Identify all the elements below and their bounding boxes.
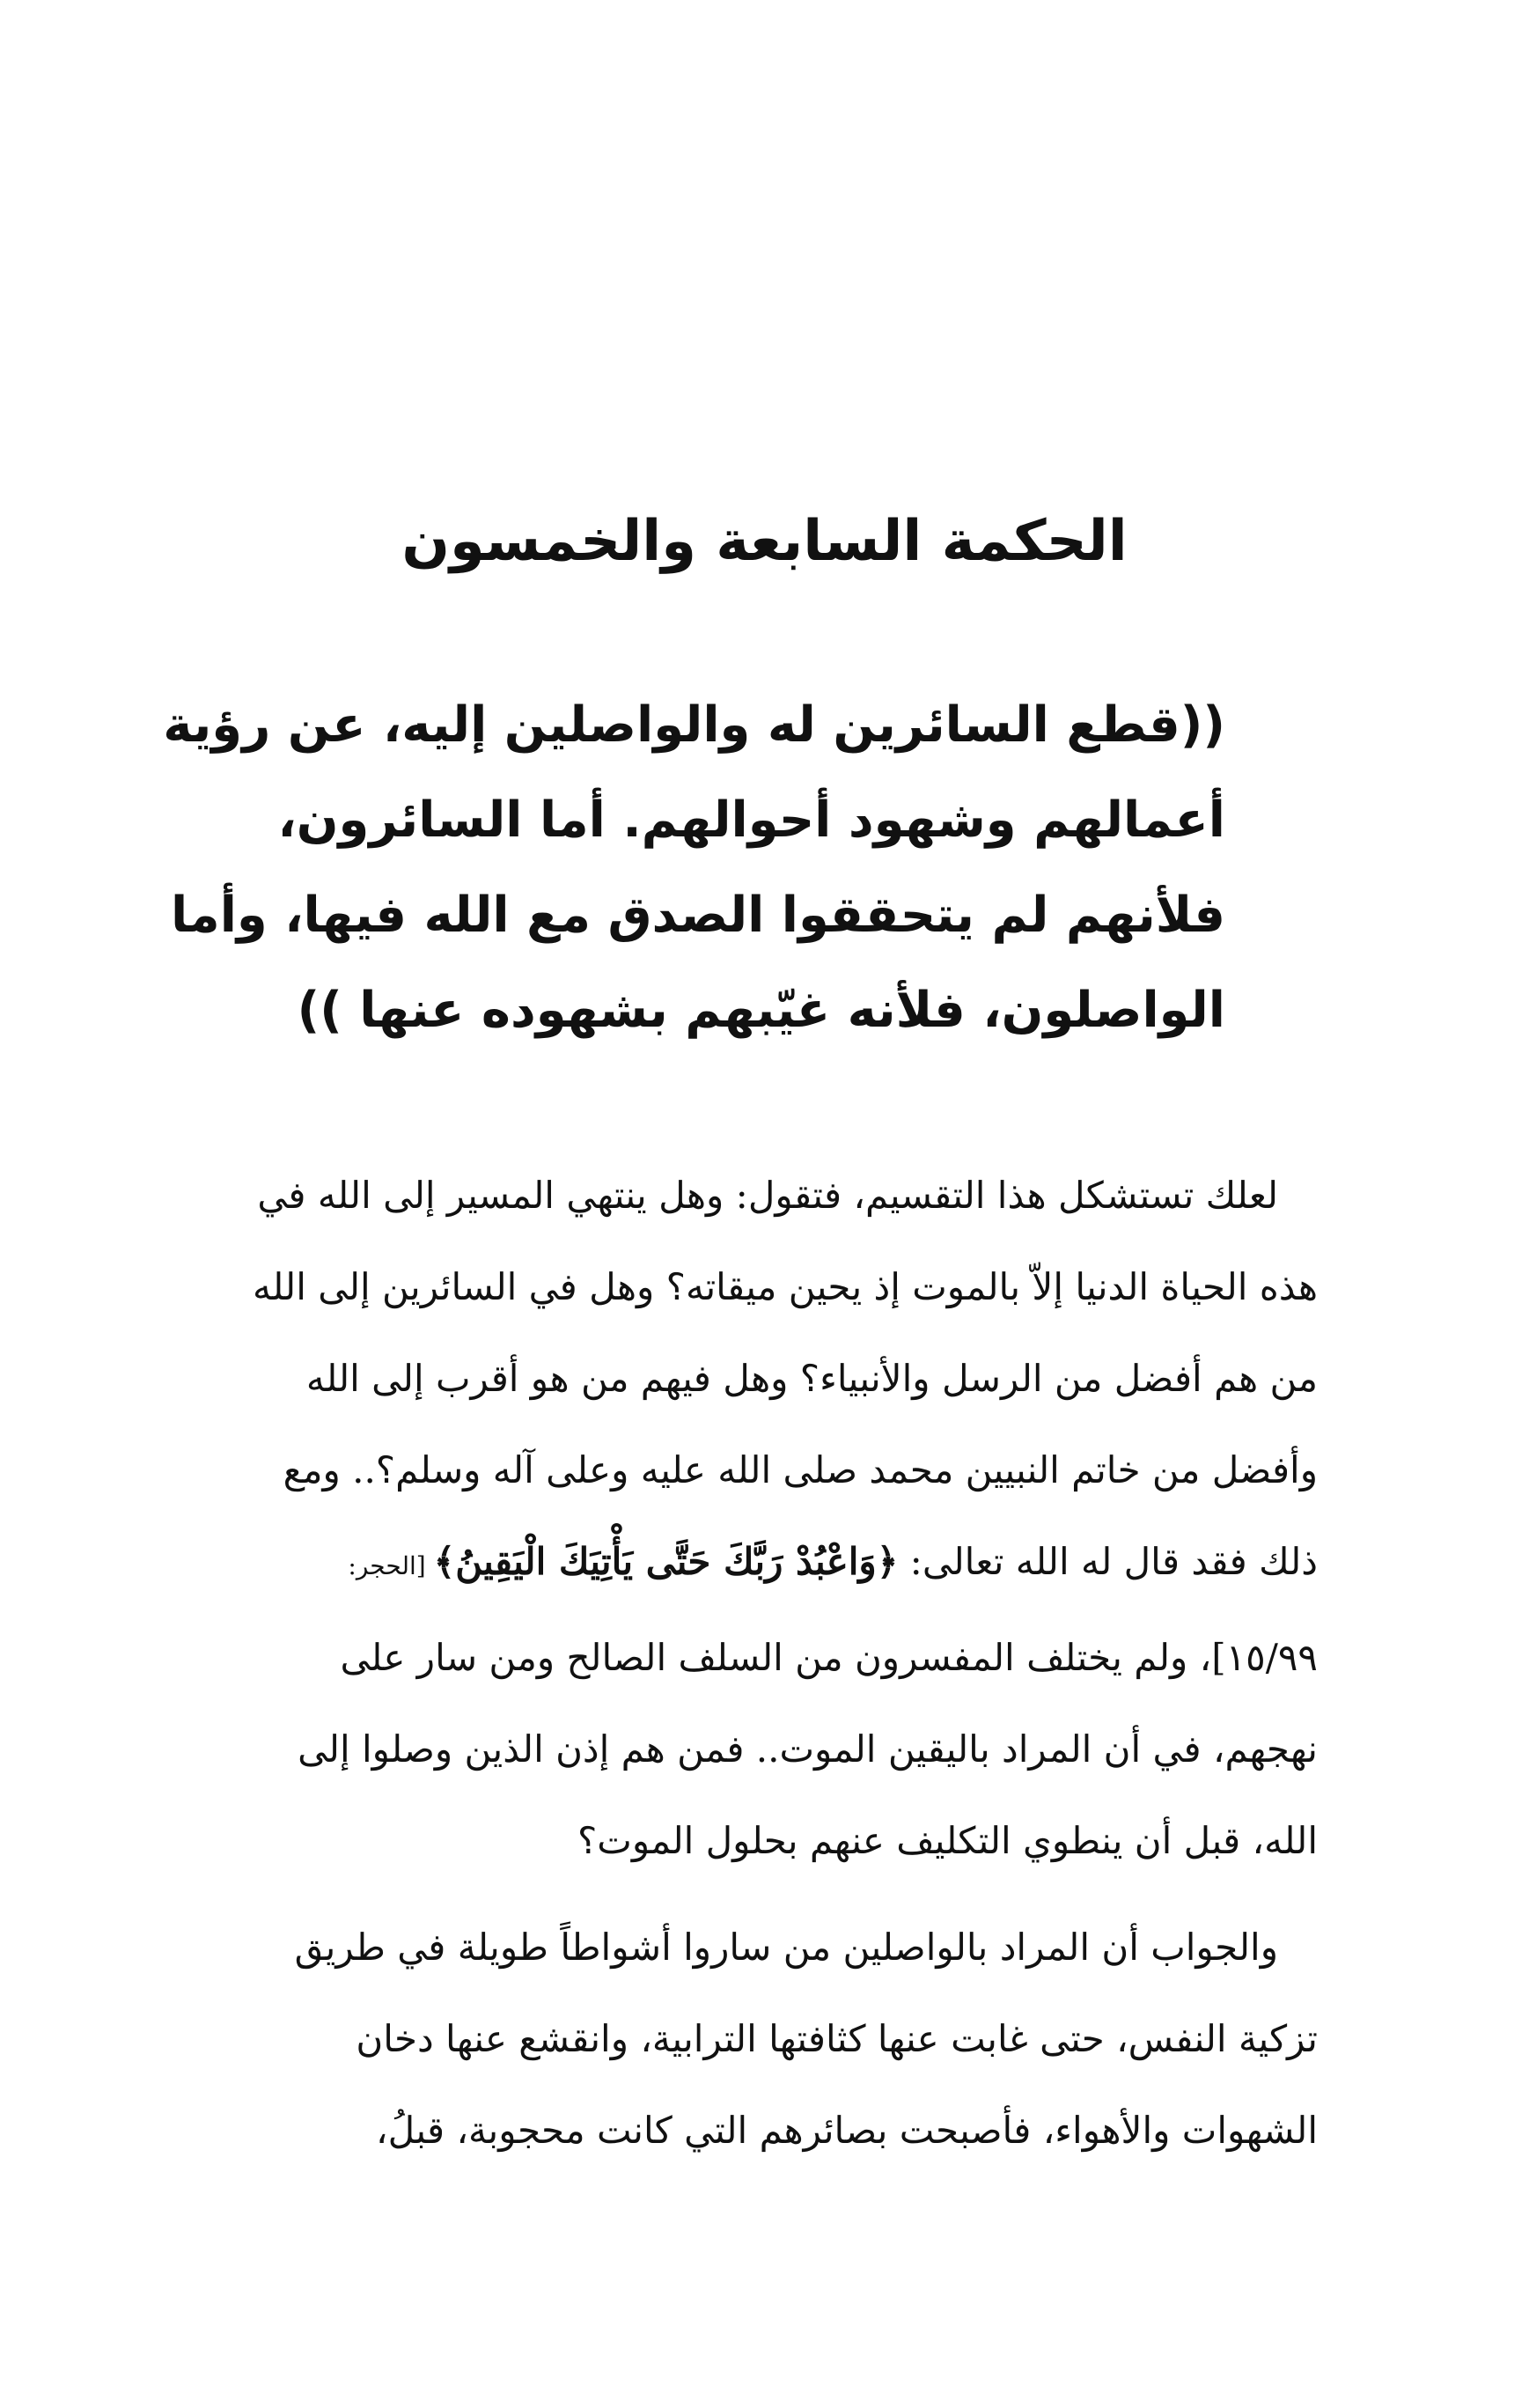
paragraph-1 — [121, 1150, 1318, 1887]
paragraph-1-line-1: لعلك تستشكل هذا التقسيم، فتقول: وهل ينتهي المسير إلى الله في — [257, 1174, 1278, 1217]
paragraph-2-line-2: تزكية النفس، حتى غابت عنها كثافتها الترابية، وانقشع عنها دخان — [356, 2017, 1318, 2060]
aphorism-line-4: الواصلون، فلأنه غيّبهم بشهوده عنها )) — [297, 982, 1225, 1039]
paragraph-2 — [121, 1902, 1318, 2176]
paragraph-2-line-1: والجواب أن المراد بالواصلين من ساروا أشواطاً طويلة في طريق — [294, 1926, 1278, 1969]
paragraph-1-line-7: نهجهم، في أن المراد باليقين الموت.. فمن هم إذن الذين وصلوا إلى — [298, 1727, 1318, 1771]
paragraph-1-line-3: من هم أفضل من الرسل والأنبياء؟ وهل فيهم من هو أقرب إلى الله — [305, 1357, 1318, 1400]
paragraph-1-line-6: ١٥/٩٩]، ولم يختلف المفسرون من السلف الصالح ومن سار على — [340, 1636, 1318, 1679]
paragraph-1-line-4: وأفضل من خاتم النبيين محمد صلى الله عليه وعلى آله وسلم؟.. ومع — [283, 1448, 1318, 1491]
paragraph-1-line-5 — [121, 1516, 1318, 1612]
verse-reference: [الحجر: — [348, 1551, 434, 1580]
page-title: الحكمة السابعة والخمسون — [401, 509, 1128, 574]
aphorism-text — [163, 678, 1225, 1058]
paragraph-2-line-3: الشهوات والأهواء، فأصبحت بصائرهم التي كانت محجوبة، قبلُ، — [376, 2109, 1318, 2152]
quran-verse: ﴿وَاعْبُدْ رَبَّكَ حَتَّى يَأْتِيَكَ الْيَقِينُ﴾ — [433, 1540, 899, 1583]
aphorism-line-3: فلأنهم لم يتحققوا الصدق مع الله فيها، وأما — [171, 887, 1225, 944]
paragraph-1-line-8: الله، قبل أن ينطوي التكليف عنهم بحلول الموت؟ — [577, 1819, 1318, 1862]
aphorism-line-2: أعمالهم وشهود أحوالهم. أما السائرون، — [277, 792, 1225, 849]
aphorism-line-1: ((قطع السائرين له والواصلين إليه، عن رؤية — [163, 696, 1225, 754]
verse-intro: ذلك فقد قال له الله تعالى: — [898, 1540, 1318, 1583]
paragraph-1-line-2: هذه الحياة الدنيا إلاّ بالموت إذ يحين ميقاته؟ وهل في السائرين إلى الله — [252, 1265, 1318, 1308]
